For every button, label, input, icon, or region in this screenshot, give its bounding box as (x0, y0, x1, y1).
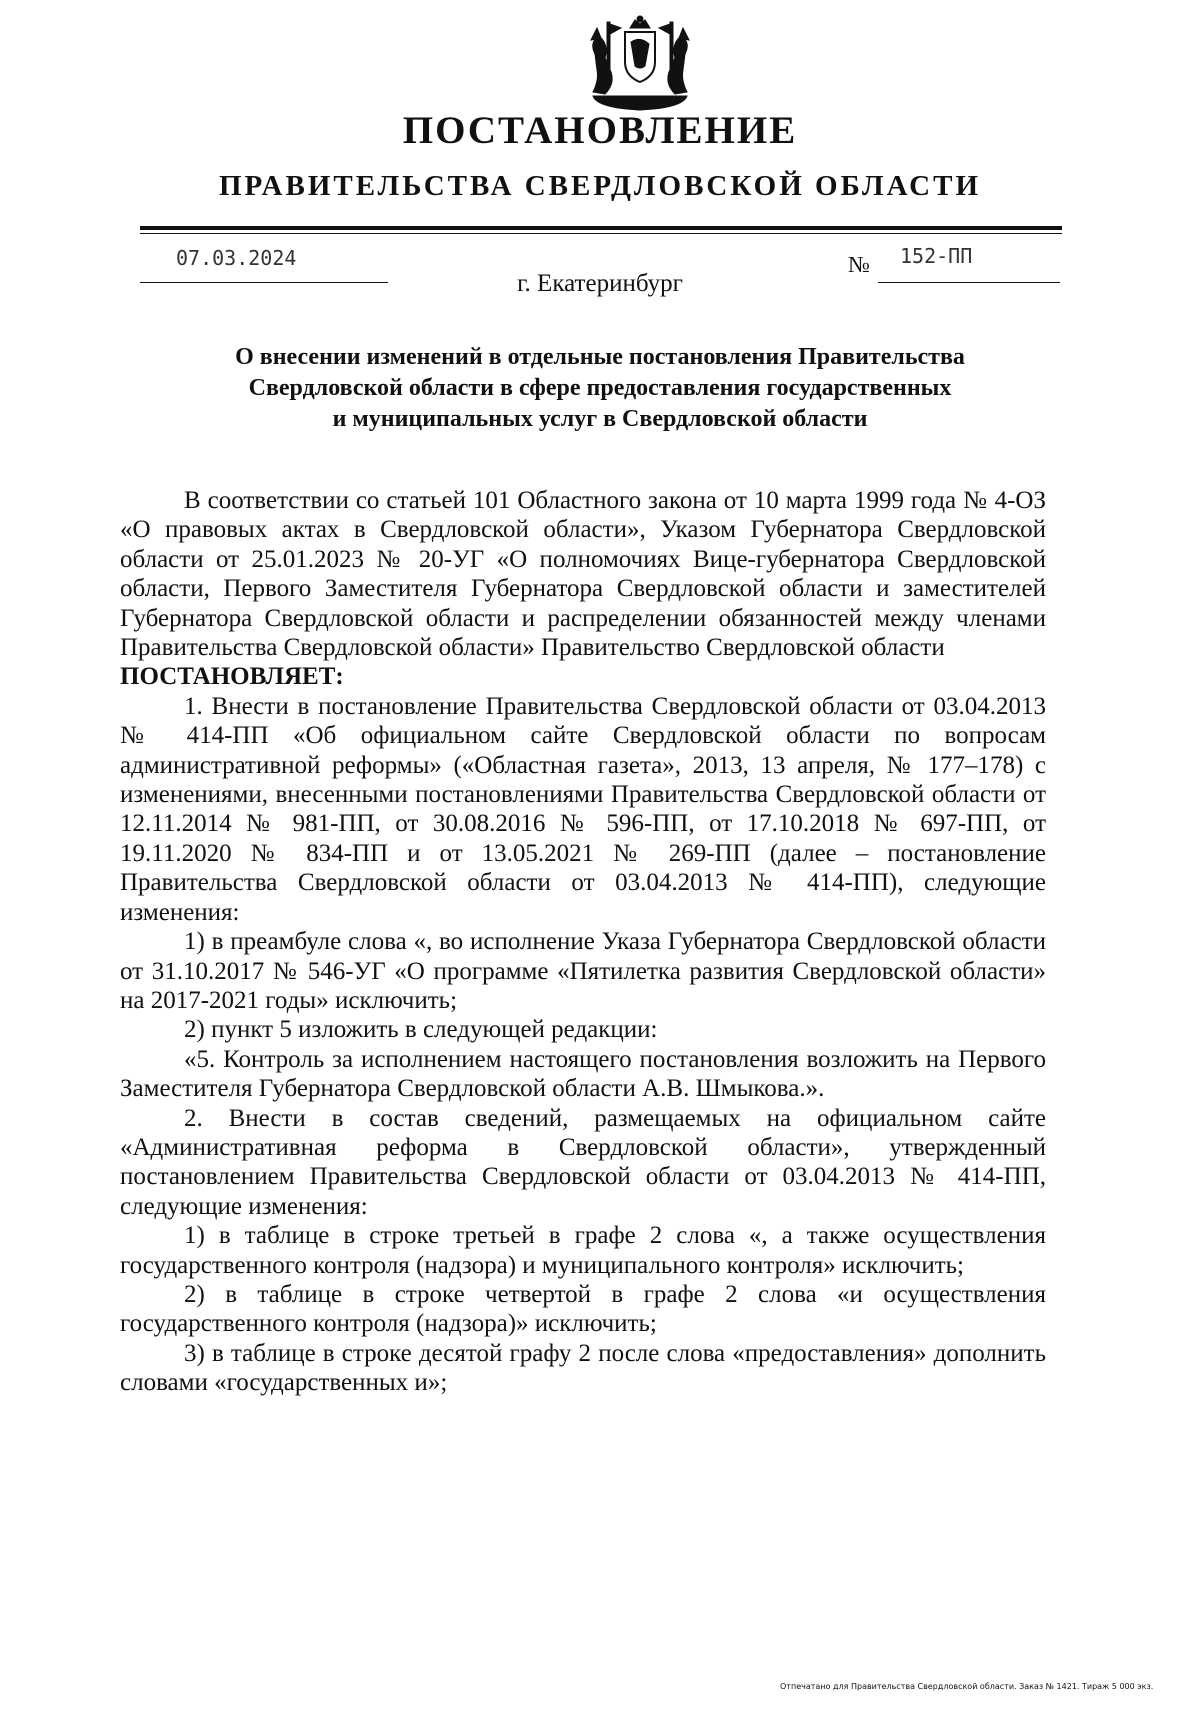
city: г. Екатеринбург (517, 270, 683, 297)
header-rule-thick (140, 226, 1062, 230)
document-body (120, 486, 1046, 1398)
item-2-paragraph: 2. Внести в состав сведений, размещаемых на официальном сайте «Административная реформа в Свердловской области», утвержденный постановлением Правительства Свердловской области от 03.04.2013 № 414-ПП, следующие изменения: (120, 1104, 1046, 1220)
item-1-2-paragraph: 2) пункт 5 изложить в следующей редакции: (184, 1016, 658, 1044)
item-1-paragraph: 1. Внести в постановление Правительства Свердловской области от 03.04.2013 № 414-ПП «Об официальном сайте Свердловской области по вопросам административной реформы» («Областная газета», 2013, 13 апреля, № 177–178) с изменениями, внесенными постановлениями Правительства Свердловской области от 12.11.2014 № 981-ПП, от 30.08.2016 № 596-ПП, от 17.10.2018 № 697-ПП, от 19.11.2020 № 834-ПП и от 13.05.2021 № 269-ПП (далее – постановление Правительства Свердловской области от 03.04.2013 № 414-ПП), следующие изменения: (120, 692, 1046, 926)
document-date: 07.03.2024 (176, 246, 297, 270)
document-title: ПОСТАНОВЛЕНИЕ (402, 109, 798, 152)
heading-line: О внесении изменений в отдельные постановления Правительства (235, 344, 965, 370)
item-1-2-text-paragraph: «5. Контроль за исполнением настоящего постановления возложить на Первого Заместителя Губернатора Свердловской области А.В. Шмыкова.». (120, 1045, 1046, 1103)
preamble-paragraph: В соответствии со статьей 101 Областного закона от 10 марта 1999 года № 4-ОЗ «О правовых актах в Свердловской области», Указом Губернатора Свердловской области от 25.01.2023 № 20-УГ «О полномочиях Вице-губернатора Свердловской области, Первого Заместителя Губернатора Свердловской области и заместителей Губернатора Свердловской области и распределении обязанностей между членами Правительства Свердловской области» Правительство Свердловской области (120, 487, 1046, 662)
coat-of-arms-emblem (575, 14, 705, 114)
number-label: № (848, 252, 870, 277)
item-1-1-paragraph: 1) в преамбуле слова «, во исполнение Указа Губернатора Свердловской области от 31.10.2017 № 546-УГ «О программе «Пятилетка развития Свердловской области» на 2017-2021 годы» исключить; (120, 928, 1046, 1014)
heading-line: и муниципальных услуг в Свердловской области (332, 406, 868, 432)
item-2-3-paragraph: 3) в таблице в строке десятой графу 2 после слова «предоставления» дополнить словами «государственных и»; (120, 1339, 1046, 1397)
item-2-1-paragraph: 1) в таблице в строке третьей в графе 2 слова «, а также осуществления государственного контроля (надзора) и муниципального контроля» исключить; (120, 1222, 1046, 1279)
document-number: 152-ПП (900, 244, 973, 268)
heading-line: Свердловской области в сфере предоставления государственных (248, 375, 952, 401)
item-2-2-paragraph: 2) в таблице в строке четвертой в графе 2 слова «и осуществления государственного контроля (надзора)» исключить; (120, 1280, 1046, 1338)
issuing-authority: ПРАВИТЕЛЬСТВА СВЕРДЛОВСКОЙ ОБЛАСТИ (218, 170, 982, 202)
document-heading (150, 342, 1050, 435)
print-note: Отпечатано для Правительства Свердловской области. Заказ № 1421. Тираж 5 000 экз. (780, 1682, 1154, 1691)
header-rule-thin (140, 233, 1062, 234)
resolves-heading: ПОСТАНОВЛЯЕТ: (120, 663, 344, 691)
